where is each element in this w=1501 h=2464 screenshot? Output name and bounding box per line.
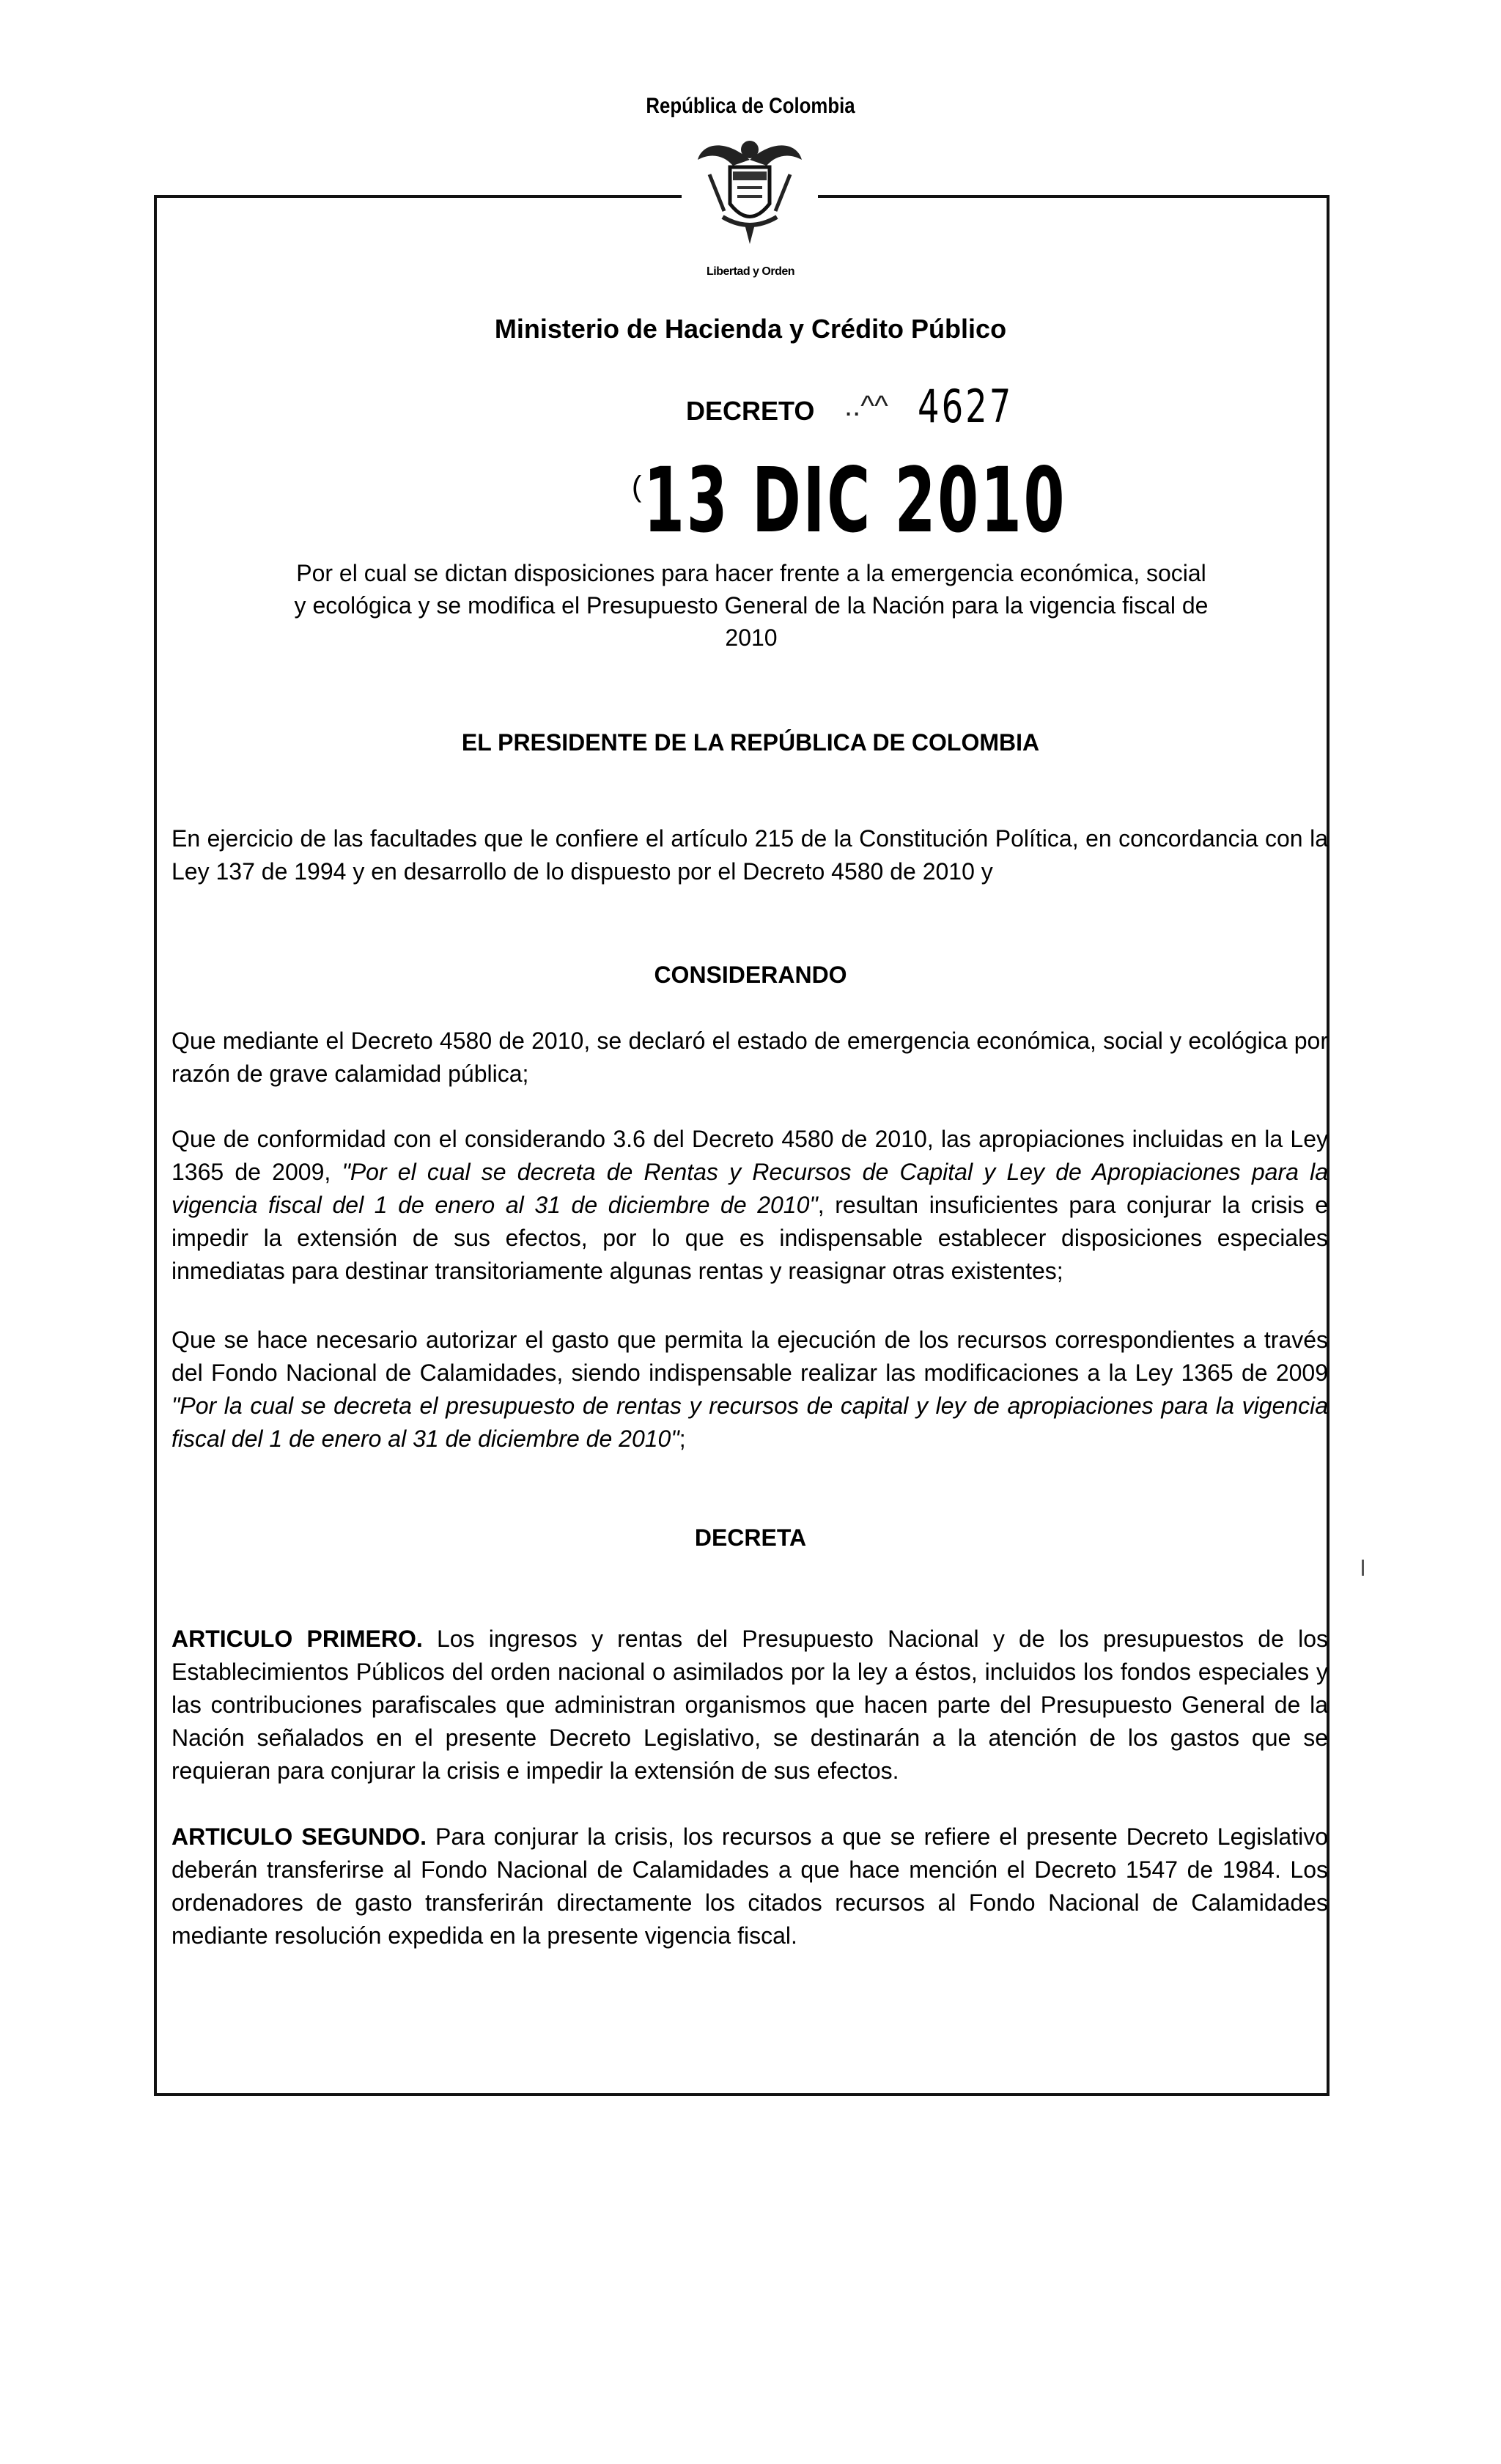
considerando-3 [172, 1324, 1328, 1456]
country-header: República de Colombia [646, 94, 855, 118]
margin-mark [1362, 1560, 1364, 1576]
considerando-2-text-a: Que de conformidad con el considerando 3.6 del Decreto 4580 de 2010, las apropiaciones incluidas en la Ley 1365 de 2009, [172, 1126, 1328, 1185]
considerando-2-text-b: , resultan insuficientes para conjurar la crisis e impedir la extensión de sus efectos, por lo que es indispensable establecer disposiciones especiales inmediatas para destinar transitoriamente algunas rentas y reasignar otras existentes; [172, 1192, 1329, 1284]
date-stamp: 13 DIC 2010 [643, 449, 1067, 553]
decree-number: 4627 [918, 380, 1014, 433]
article-1 [172, 1623, 1328, 1788]
considerando-3-law-title: "Por la cual se decreta el presupuesto de rentas y recursos de capital y ley de apropiaciones para la vigencia fiscal del 1 de enero al 31 de diciembre de 2010" [172, 1393, 1328, 1452]
issuer-heading: EL PRESIDENTE DE LA REPÚBLICA DE COLOMBIA [461, 729, 1040, 756]
article-2-text: Para conjurar la crisis, los recursos a que se refiere el presente Decreto Legislativo deberán transferirse al Fondo Nacional de Calamidades a que hace mención el Decreto 1547 de 1984. Los ordenadores de gasto transferirán directamente los citados recursos al Fondo Nacional de Calamidades mediante resolución expedida en la presente vigencia fiscal. [172, 1823, 1329, 1949]
date-paren: ( [632, 471, 642, 503]
decree-handwritten-marks: ..^^ [844, 390, 888, 422]
motto: Libertad y Orden [706, 265, 795, 278]
article-2-title: ARTICULO SEGUNDO. [172, 1823, 427, 1850]
decree-label: DECRETO [686, 396, 815, 426]
decree-subject: Por el cual se dictan disposiciones para hacer frente a la emergencia económica, social y ecológica y se modifica el Presupuesto General de la Nación para la vigencia fiscal de 2010 [294, 560, 1209, 651]
considerando-2 [172, 1123, 1328, 1288]
article-1-text: Los ingresos y rentas del Presupuesto Nacional y de los presupuestos de los Establecimientos Públicos del orden nacional o asimilados por la ley a éstos, incluidos los fondos especiales y las contribuciones parafiscales que administran organismos que hacen parte del Presupuesto General de la Nación señalados en el presente Decreto Legislativo, se destinarán a la atención de los gastos que se requieran para conjurar la crisis e impedir la extensión de sus efectos. [172, 1626, 1329, 1784]
considerando-1: Que mediante el Decreto 4580 de 2010, se declaró el estado de emergencia económica, social y ecológica por razón de grave calamidad pública; [172, 1028, 1328, 1087]
considerando-heading: CONSIDERANDO [654, 962, 847, 988]
ministry-title: Ministerio de Hacienda y Crédito Público [494, 314, 1007, 344]
considerando-3-text-a: Que se hace necesario autorizar el gasto que permita la ejecución de los recursos correspondientes a través del Fondo Nacional de Calamidades, siendo indispensable realizar las modificaciones a la Ley 1365 de 2009 [172, 1327, 1328, 1386]
considerando-2-law-title: "Por el cual se decreta de Rentas y Recursos de Capital y Ley de Apropiaciones para la vigencia fiscal del 1 de enero al 31 de diciembre de 2010" [172, 1159, 1329, 1218]
preamble-paragraph: En ejercicio de las facultades que le confiere el artículo 215 de la Constitución Política, en concordancia con la Ley 137 de 1994 y en desarrollo de lo dispuesto por el Decreto 4580 de 2010 y [172, 825, 1328, 885]
considerando-3-text-b: ; [679, 1425, 686, 1452]
decreta-heading: DECRETA [694, 1524, 807, 1551]
article-2 [172, 1821, 1328, 1952]
article-1-title: ARTICULO PRIMERO. [172, 1626, 423, 1652]
